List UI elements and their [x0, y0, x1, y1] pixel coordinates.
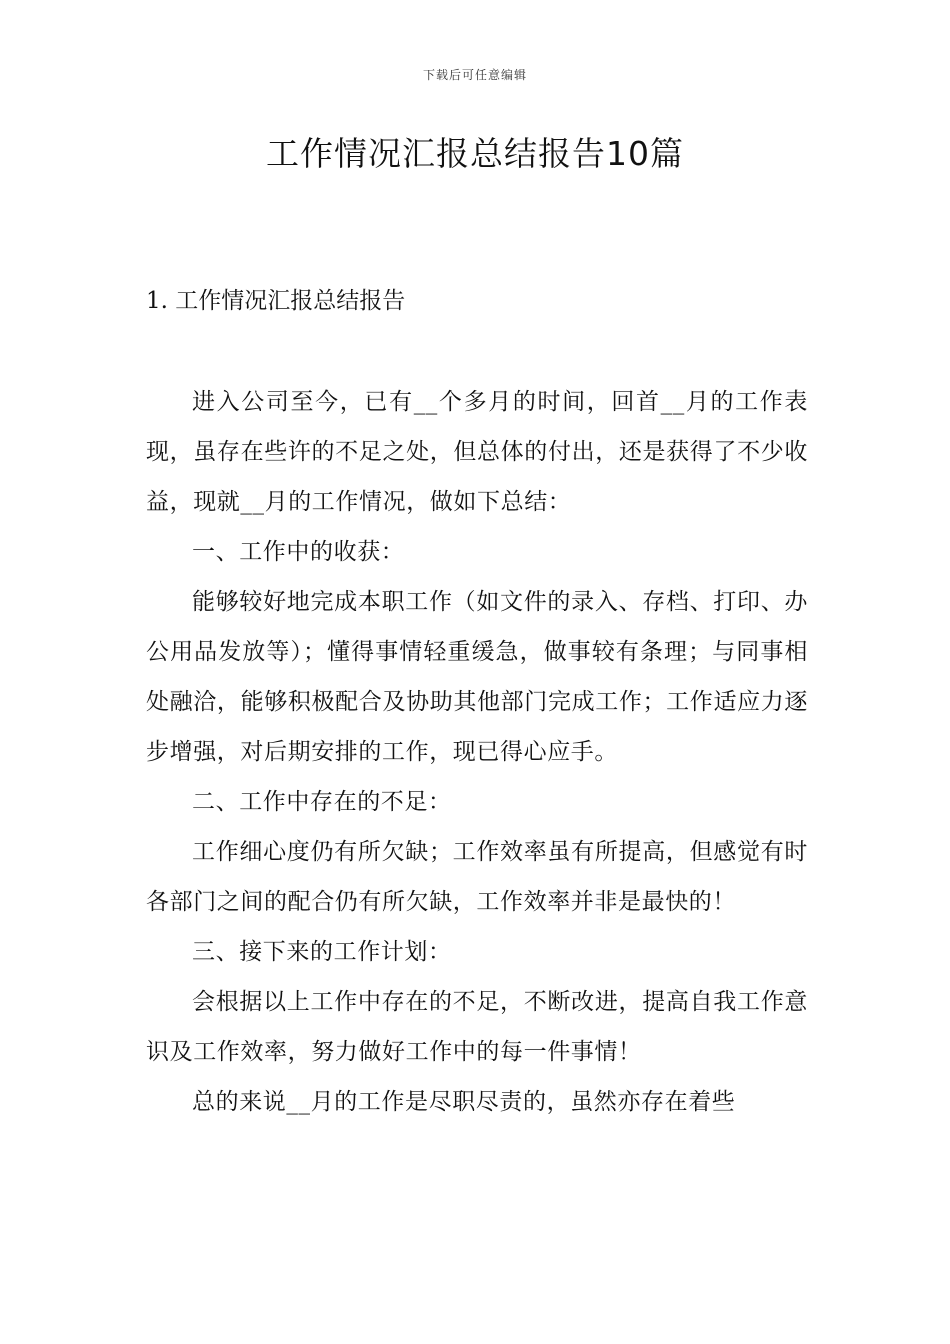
subheading-plan: 三、接下来的工作计划：	[192, 939, 452, 965]
subheading-gains: 一、工作中的收获：	[192, 539, 405, 565]
header-note: 下载后可任意编辑	[422, 68, 527, 82]
subheading-shortcomings: 二、工作中存在的不足：	[192, 789, 452, 815]
document-title: 工作情况汇报总结报告10篇	[266, 134, 684, 173]
paragraph-summary: 总的来说__月的工作是尽职尽责的，虽然亦存在着些	[192, 1089, 736, 1115]
section-heading: 1. 工作情况汇报总结报告	[146, 288, 406, 314]
paragraph-gains: 能够较好地完成本职工作（如文件的录入、存档、打印、办公用品发放等）；懂得事情轻重缓急，做事较有条理；与同事相处融洽，能够积极配合及协助其他部门完成工作；工作适应力逐步增强，对后期安排的工作，现已得心应手。	[146, 589, 808, 765]
paragraph-intro: 进入公司至今，已有__个多月的时间，回首__月的工作表现，虽存在些许的不足之处，但总体的付出，还是获得了不少收益，现就__月的工作情况，做如下总结：	[146, 389, 808, 515]
paragraph-plan: 会根据以上工作中存在的不足，不断改进，提高自我工作意识及工作效率，努力做好工作中的每一件事情！	[146, 989, 808, 1065]
body-text	[146, 377, 808, 1127]
paragraph-shortcomings: 工作细心度仍有所欠缺；工作效率虽有所提高，但感觉有时各部门之间的配合仍有所欠缺，工作效率并非是最快的！	[146, 839, 808, 915]
